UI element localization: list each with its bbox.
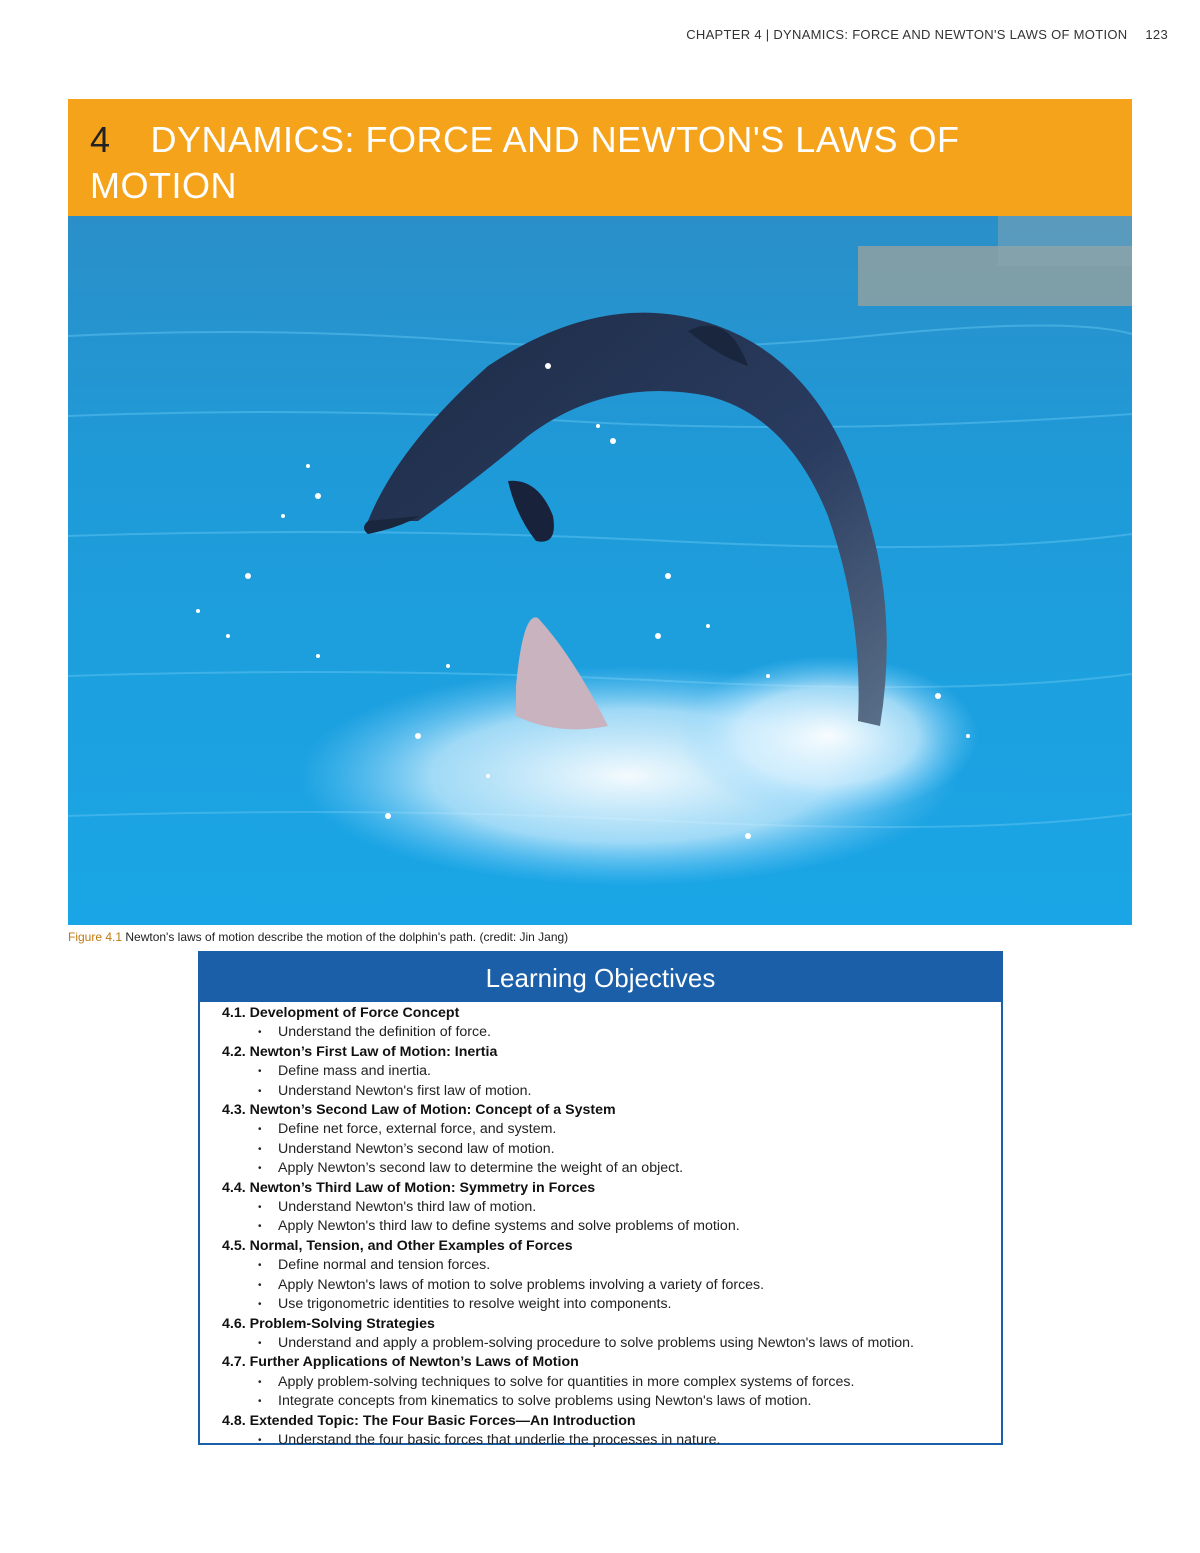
learning-objectives-box [198, 951, 1003, 1448]
bullet-icon: • [258, 1221, 262, 1233]
objective-item-text: Apply Newton’s second law to determine the weight of an object. [278, 1160, 684, 1177]
objective-item-text: Understand the definition of force. [278, 1024, 491, 1041]
running-header-text: CHAPTER 4 | DYNAMICS: FORCE AND NEWTON'S LAWS OF MOTION [686, 27, 1128, 42]
objective-item-text: Understand Newton's first law of motion. [278, 1082, 532, 1099]
objective-section-title: 4.1. Development of Force Concept [222, 1005, 460, 1021]
figure-caption-text: Newton's laws of motion describe the motion of the dolphin's path. (credit: Jin Jang) [122, 930, 569, 944]
objective-item-text: Understand and apply a problem-solving procedure to solve problems using Newton's laws of motion. [278, 1334, 914, 1351]
bullet-icon: • [258, 1396, 262, 1408]
bullet-icon: • [258, 1027, 262, 1039]
bullet-icon: • [258, 1085, 262, 1097]
objective-item-text: Apply problem-solving techniques to solve for quantities in more complex systems of forces. [278, 1373, 855, 1390]
objective-item [222, 1082, 1001, 1101]
objective-item-text: Understand Newton's third law of motion. [278, 1199, 537, 1216]
running-header [686, 27, 1168, 42]
objective-item [222, 1023, 1001, 1042]
bullet-icon: • [258, 1434, 262, 1446]
objective-section-title: 4.8. Extended Topic: The Four Basic Forces—An Introduction [222, 1412, 636, 1429]
objective-item [222, 1159, 1001, 1178]
bullet-icon: • [258, 1337, 262, 1349]
bullet-icon: • [258, 1163, 262, 1175]
objective-item [222, 1140, 1001, 1159]
objective-item-text: Apply Newton's third law to define systems and solve problems of motion. [278, 1218, 740, 1235]
objective-item-text: Apply Newton's laws of motion to solve problems involving a variety of forces. [278, 1276, 765, 1293]
objective-item-text: Understand the four basic forces that underlie the processes in nature. [278, 1431, 721, 1448]
learning-objectives-list [200, 1002, 1001, 1450]
objective-item [222, 1256, 1001, 1275]
learning-objectives-title: Learning Objectives [200, 953, 1001, 1002]
objective-item [222, 1198, 1001, 1217]
bullet-icon: • [258, 1376, 262, 1388]
objective-item [222, 1295, 1001, 1314]
bullet-icon: • [258, 1260, 262, 1272]
objective-item [222, 1276, 1001, 1295]
page-number: 123 [1145, 27, 1168, 42]
bullet-icon: • [258, 1202, 262, 1214]
objective-item-text: Define mass and inertia. [278, 1063, 431, 1080]
dolphin-photo [68, 216, 1132, 925]
objective-section-title: 4.4. Newton’s Third Law of Motion: Symmetry in Forces [222, 1179, 596, 1196]
chapter-title: DYNAMICS: FORCE AND NEWTON'S LAWS OF MOTION [90, 119, 960, 206]
objective-item [222, 1373, 1001, 1392]
objective-section-title: 4.6. Problem-Solving Strategies [222, 1315, 435, 1332]
figure-caption [68, 930, 568, 944]
objective-item-text: Use trigonometric identities to resolve weight into components. [278, 1296, 672, 1313]
objective-item [222, 1062, 1001, 1081]
bullet-icon: • [258, 1066, 262, 1078]
objective-item [222, 1392, 1001, 1411]
objective-section-title: 4.2. Newton’s First Law of Motion: Inertia [222, 1043, 498, 1060]
objective-item [222, 1334, 1001, 1353]
objective-section-title: 4.5. Normal, Tension, and Other Examples of Forces [222, 1237, 573, 1254]
chapter-banner [68, 99, 1132, 216]
objective-section-title: 4.7. Further Applications of Newton’s Laws of Motion [222, 1354, 579, 1371]
objective-item-text: Define normal and tension forces. [278, 1257, 491, 1274]
figure-label: Figure 4.1 [68, 930, 123, 944]
objective-item-text: Integrate concepts from kinematics to solve problems using Newton's laws of motion. [278, 1393, 812, 1410]
bullet-icon: • [258, 1299, 262, 1311]
bullet-icon: • [258, 1143, 262, 1155]
objective-item-text: Define net force, external force, and system. [278, 1121, 557, 1138]
objective-item [222, 1431, 1001, 1450]
objective-item [222, 1120, 1001, 1139]
bullet-icon: • [258, 1124, 262, 1136]
objective-section-title: 4.3. Newton’s Second Law of Motion: Concept of a System [222, 1102, 616, 1119]
objective-item [222, 1217, 1001, 1236]
objective-item-text: Understand Newton’s second law of motion. [278, 1140, 555, 1157]
bullet-icon: • [258, 1279, 262, 1291]
chapter-number: 4 [90, 119, 111, 160]
